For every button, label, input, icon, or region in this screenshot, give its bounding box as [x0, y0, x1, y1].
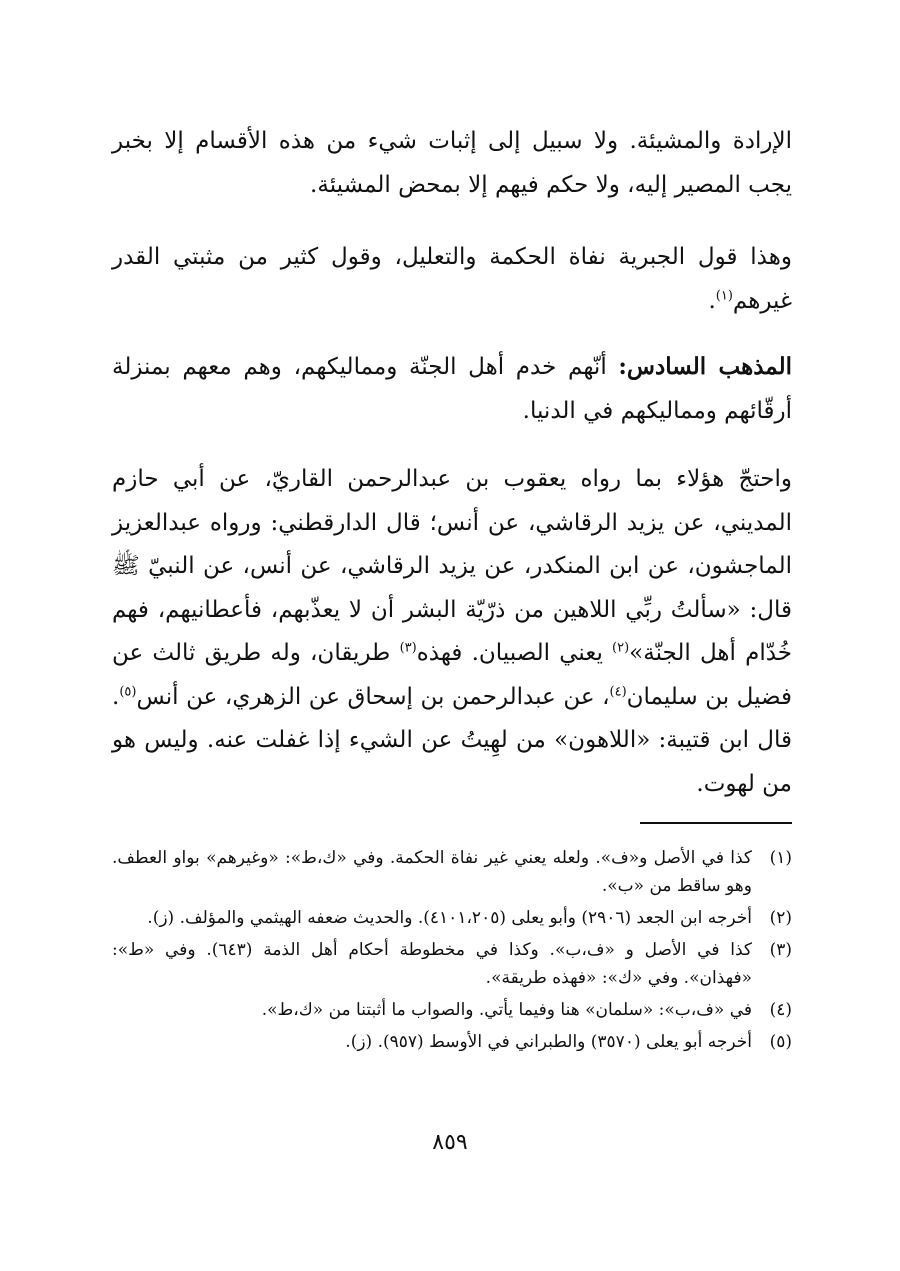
footnote-item	[112, 936, 792, 992]
footnote-divider	[640, 822, 792, 824]
paragraph-4-text-d: ، عن عبدالرحمن بن إسحاق عن الزهري، عن أنس	[136, 683, 610, 710]
footnotes	[112, 844, 792, 1060]
footnote-number: (٤)	[769, 1000, 792, 1020]
paragraph-4-text-e: . قال ابن قتيبة: «اللاهون» من لهِيتُ عن الشيء إذا غفلت عنه. وليس هو من لهوت.	[112, 683, 792, 797]
footnote-number: (٢)	[769, 908, 792, 928]
footnote-item	[112, 1028, 792, 1056]
footnote-text: كذا في الأصل و«ف». ولعله يعني غير نفاة الحكمة. وفي «ك،ط»: «وغيرهم» بواو العطف. وهو ساقط من «ب».	[112, 848, 752, 896]
page-number: ٨٥٩	[432, 1130, 468, 1155]
paragraph-3	[112, 345, 792, 433]
footnote-ref-3: (٣)	[399, 640, 417, 656]
paragraph-3-text: أنّهم خدم أهل الجنّة ومماليكهم، وهم معهم بمنزلة أرقّائهم ومماليكهم في الدنيا.	[112, 354, 792, 424]
footnote-text: أخرجه ابن الجعد (٢٩٠٦) وأبو يعلى (٤١٠١،٢٠٥). والحديث ضعفه الهيثمي والمؤلف. (ز).	[147, 908, 752, 928]
paragraph-1	[112, 120, 792, 207]
paragraph-4-text-a: واحتجّ هؤلاء بما رواه يعقوب بن عبدالرحمن القاريّ، عن أبي حازم المديني، عن يزيد الرقاشي، عن أنس؛ قال الدارقطني: ورواه عبدالعزيز الماجشون، عن ابن المنكدر، عن يزيد الرقاشي، عن أنس، عن النبيّ ﷺ قال: «سألتُ ربِّي اللاهين من ذرّيّة البشر أن لا يعذّبهم، فأعطانيهم، فهم خُدّام أهل الجنّة»	[112, 466, 792, 666]
footnote-item	[112, 844, 792, 900]
footnote-text: في «ف،ب»: «سلمان» هنا وفيما يأتي. والصواب ما أثبتنا من «ك،ط».	[261, 1000, 752, 1020]
footnote-ref-2: (٢)	[612, 640, 630, 656]
paragraph-2-end: .	[708, 287, 716, 314]
paragraph-4-text-b: يعني الصبيان. فهذه	[416, 640, 613, 666]
footnote-ref-5: (٥)	[119, 683, 137, 699]
footnote-ref-4: (٤)	[609, 683, 627, 699]
paragraph-4-text-c: طريقان، وله طريق ثالث عن فضيل بن سليمان	[112, 640, 792, 710]
footnote-item	[112, 904, 792, 932]
footnote-number: (١)	[769, 848, 792, 868]
footnote-number: (٣)	[769, 940, 792, 960]
paragraph-2-text: وهذا قول الجبرية نفاة الحكمة والتعليل، وقول كثير من مثبتي القدر غيرهم	[112, 244, 792, 314]
footnote-text: أخرجه أبو يعلى (٣٥٧٠) والطبراني في الأوسط (٩٥٧). (ز).	[345, 1032, 752, 1052]
section-heading: المذهب السادس:	[618, 353, 792, 380]
footnote-item	[112, 996, 792, 1024]
paragraph-2	[112, 236, 792, 323]
paragraph-1-text: الإرادة والمشيئة. ولا سبيل إلى إثبات شيء من هذه الأقسام إلا بخبر يجب المصير إليه، ولا حكم فيهم إلا بمحض المشيئة.	[112, 128, 792, 198]
footnote-number: (٥)	[769, 1032, 792, 1052]
footnote-ref-1: (١)	[715, 287, 733, 303]
footnote-text: كذا في الأصل و «ف،ب». وكذا في مخطوطة أحكام أهل الذمة (٦٤٣). وفي «ط»: «فهذان». وفي «ك»: «فهذه طريقة».	[112, 940, 752, 988]
paragraph-4	[112, 458, 792, 806]
